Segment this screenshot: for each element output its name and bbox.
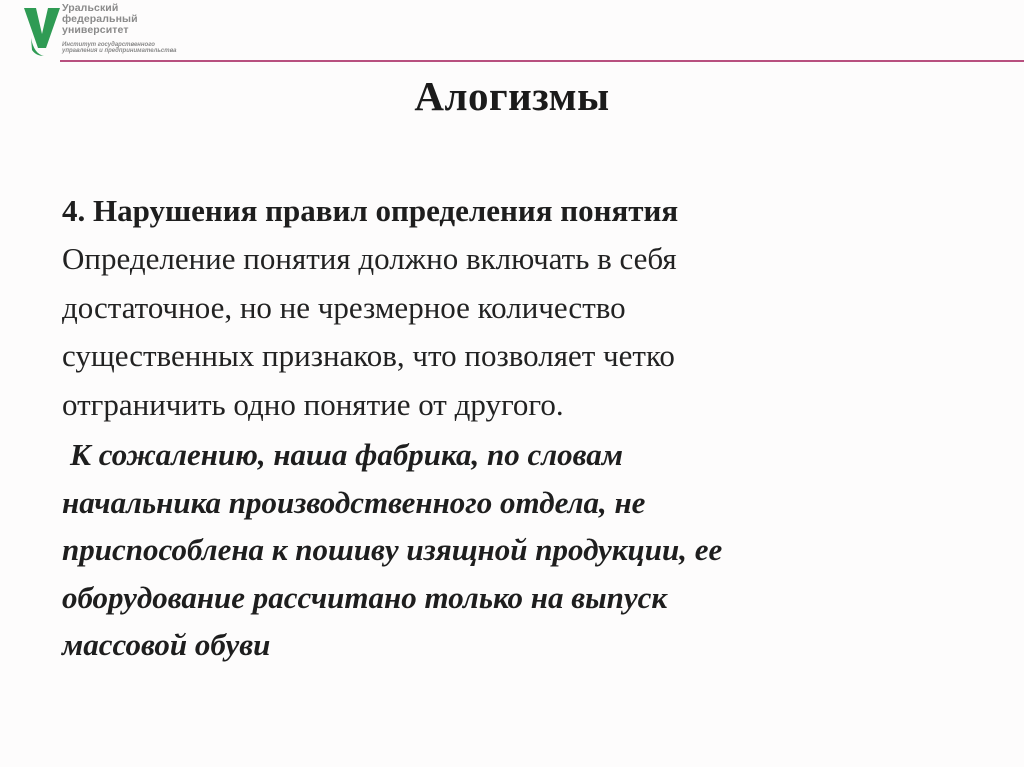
example-line: начальника производственного отдела, не — [62, 484, 646, 520]
org-name-line-2: федеральный — [62, 13, 138, 26]
organization-name — [62, 3, 176, 55]
org-name-line-3: университет — [62, 24, 129, 37]
definition-line: отграничить одно понятие от другого. — [62, 386, 564, 422]
example-paragraph — [62, 431, 992, 669]
org-name-line-1: Уральский — [62, 2, 119, 14]
slide-content — [62, 187, 992, 700]
definition-line: достаточное, но не чрезмерное количество — [62, 289, 626, 325]
institute-name-line-1: Институт государственного — [62, 42, 155, 49]
definition-line: существенных признаков, что позволяет четко — [62, 338, 675, 373]
example-line: К сожалению, наша фабрика, по словам — [70, 437, 624, 472]
section-heading: 4. Нарушения правил определения понятия — [62, 193, 679, 228]
institute-name-line-2: управления и предпринимательства — [62, 48, 177, 55]
header-divider — [60, 60, 1024, 62]
definition-paragraph — [62, 235, 992, 429]
example-line: приспособлена к пошиву изящной продукции, ее — [62, 532, 723, 567]
example-line: оборудование рассчитано только на выпуск — [62, 579, 668, 615]
university-logo-icon — [22, 4, 62, 58]
definition-line: Определение понятия должно включать в себя — [62, 241, 677, 276]
slide-title: Алогизмы — [414, 73, 610, 119]
example-line: массовой обуви — [62, 627, 271, 662]
